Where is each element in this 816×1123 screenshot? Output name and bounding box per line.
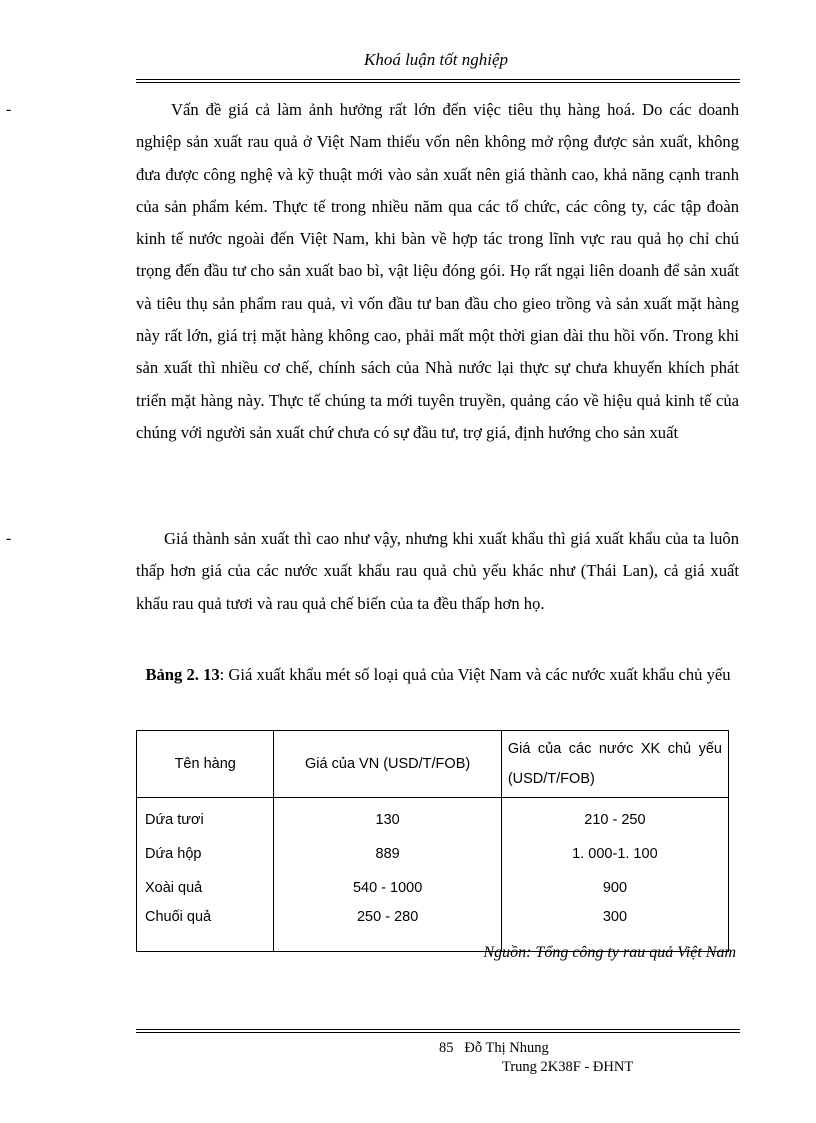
margin-mark: - bbox=[6, 101, 12, 118]
page-header-title: Khoá luận tốt nghiệp bbox=[363, 50, 509, 69]
margin-mark: - bbox=[6, 530, 12, 547]
footer-divider bbox=[136, 1029, 740, 1033]
table-header-cell: Tên hàng bbox=[137, 731, 274, 798]
table-caption-label: Bảng 2. 13 bbox=[145, 665, 220, 684]
table-cell: 210 - 250 bbox=[501, 798, 728, 838]
table-row bbox=[137, 798, 729, 838]
price-table bbox=[136, 730, 729, 952]
body-paragraph: Giá thành sản xuất thì cao như vậy, nhưng khi xuất khẩu thì giá xuất khẩu của ta luôn thấp hơn giá của các nước xuất khẩu rau quả chủ yếu khác như (Thái Lan), cả giá xuất khẩu rau quả tươi và rau quả chế biến của ta đều thấp hơn họ. bbox=[136, 529, 739, 613]
footer-line bbox=[439, 1040, 549, 1057]
footer-class: Trung 2K38F - ĐHNT bbox=[502, 1059, 634, 1075]
table-header-cell: Giá của các nước XK chủ yếu (USD/T/FOB) bbox=[501, 731, 728, 798]
table-cell: Chuối quả bbox=[137, 905, 274, 952]
table-cell: Dứa tươi bbox=[137, 798, 274, 838]
footer-author: Đỗ Thị Nhung bbox=[464, 1040, 549, 1056]
table-cell: 540 - 1000 bbox=[274, 871, 501, 905]
table-cell: 300 bbox=[501, 905, 728, 952]
table-header-cell: Giá của VN (USD/T/FOB) bbox=[274, 731, 501, 798]
table-cell: Xoài quả bbox=[137, 871, 274, 905]
table-row bbox=[137, 871, 729, 905]
table-cell: Dứa hộp bbox=[137, 837, 274, 871]
table-source-note: Nguồn: Tổng công ty rau quả Việt Nam bbox=[483, 944, 736, 961]
table-cell: 889 bbox=[274, 837, 501, 871]
page-number: 85 bbox=[439, 1040, 454, 1056]
table-row bbox=[137, 837, 729, 871]
table-caption bbox=[136, 658, 740, 692]
header-divider bbox=[136, 79, 740, 83]
table-cell: 900 bbox=[501, 871, 728, 905]
body-paragraph: Vấn đề giá cả làm ảnh hưởng rất lớn đến việc tiêu thụ hàng hoá. Do các doanh nghiệp sản xuất rau quả ở Việt Nam thiếu vốn nên không mở rộng được sản xuất, không đưa được công nghệ và kỹ thuật mới vào sản xuất nên giá thành cao, khả năng cạnh tranh của sản phẩm kém. Thực tế trong nhiều năm qua các tổ chức, các công ty, các tập đoàn kinh tế nước ngoài đến Việt Nam, khi bàn về hợp tác trong lĩnh vực rau quả họ chỉ chú trọng đến đầu tư cho sản xuất bao bì, vật liệu đóng gói. Họ rất ngại liên doanh để sản xuất và tiêu thụ sản phẩm rau quả, vì vốn đầu tư ban đầu cho gieo trồng và sản xuất mặt hàng này rất lớn, giá trị mặt hàng không cao, phải mất một thời gian dài thu hồi vốn. Trong khi sản xuất thì nhiều cơ chế, chính sách của Nhà nước lại thực sự chưa khuyến khích phát triển mặt hàng này. Thực tế chúng ta mới tuyên truyền, quảng cáo về hiệu quả kinh tế của chúng với người sản xuất chứ chưa có sự đầu tư, trợ giá, định hướng cho sản xuất bbox=[136, 100, 739, 442]
table-caption-text: : Giá xuất khẩu mét số loại quả của Việt Nam và các nước xuất khẩu chủ yếu bbox=[219, 665, 731, 684]
table-cell: 1. 000-1. 100 bbox=[501, 837, 728, 871]
table-cell: 250 - 280 bbox=[274, 905, 501, 952]
table-header-row bbox=[137, 731, 729, 798]
table-cell: 130 bbox=[274, 798, 501, 838]
